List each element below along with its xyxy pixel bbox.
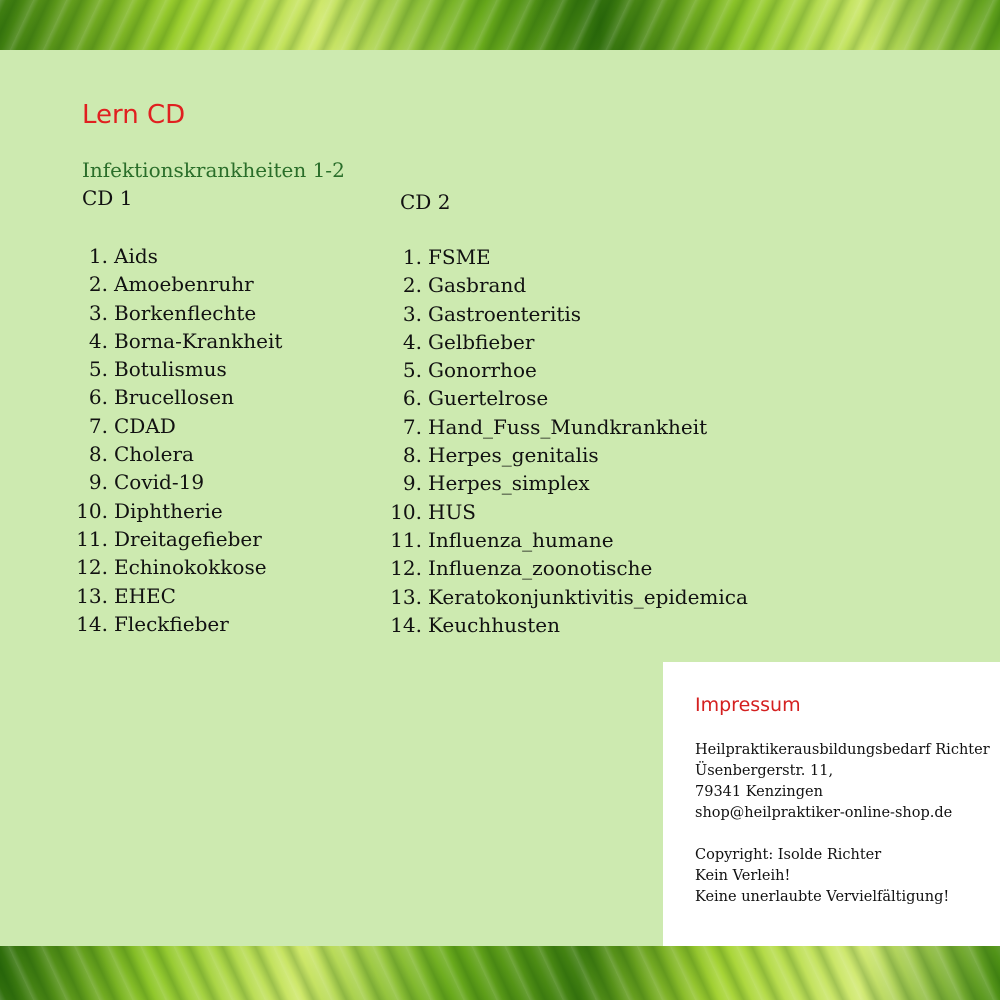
track-label: Keuchhusten	[428, 612, 560, 637]
track-label: FSME	[428, 245, 491, 269]
track-item	[76, 553, 282, 581]
track-label: Gasbrand	[428, 273, 527, 298]
impressum-city: 79341 Kenzingen	[695, 784, 823, 800]
track-number: 1.	[402, 245, 422, 269]
track-item	[390, 328, 748, 356]
track-item	[390, 243, 748, 271]
track-number: 5.	[88, 357, 108, 382]
track-item	[390, 384, 748, 412]
track-item	[390, 526, 748, 554]
track-number: 8.	[88, 442, 108, 467]
impressum-title: Impressum	[695, 694, 801, 716]
track-number: 13.	[390, 584, 422, 609]
track-item	[390, 300, 748, 328]
track-label: Diphtherie	[114, 498, 223, 523]
track-label: Gonorrhoe	[428, 358, 537, 383]
track-item	[76, 497, 282, 525]
page-subtitle: Infektionskrankheiten 1-2	[82, 158, 345, 182]
track-number: 7.	[88, 413, 108, 438]
impressum-box	[663, 662, 1000, 946]
track-number: 14.	[76, 611, 108, 636]
track-label: Borna-Krankheit	[114, 328, 283, 353]
track-item	[76, 355, 282, 383]
track-label: Fleckfieber	[114, 611, 229, 636]
track-number: 12.	[76, 555, 108, 580]
impressum-email: shop@heilpraktiker-online-shop.de	[695, 805, 953, 821]
bottom-banner-image	[0, 946, 1000, 1000]
track-number: 3.	[88, 300, 108, 325]
track-number: 10.	[76, 498, 108, 523]
track-item	[390, 271, 748, 299]
track-number: 8.	[402, 443, 422, 468]
track-label: Brucellosen	[114, 385, 234, 410]
track-number: 4.	[88, 328, 108, 353]
track-label: Herpes_simplex	[428, 471, 590, 496]
page-title: Lern CD	[82, 100, 186, 130]
track-number: 3.	[402, 301, 422, 326]
track-label: Cholera	[114, 442, 194, 467]
track-label: Covid-19	[114, 470, 205, 495]
track-number: 2.	[402, 273, 422, 298]
track-label: EHEC	[114, 583, 176, 608]
track-label: Keratokonjunktivitis_epidemica	[428, 584, 748, 609]
track-item	[76, 610, 282, 638]
track-number: 5.	[402, 358, 422, 383]
impressum-copyright: Copyright: Isolde Richter	[695, 847, 882, 863]
track-label: Amoebenruhr	[114, 272, 254, 297]
top-banner-image	[0, 0, 1000, 50]
track-item	[390, 441, 748, 469]
cd2-track-list	[390, 243, 748, 639]
track-item	[76, 383, 282, 411]
track-number: 13.	[76, 583, 108, 608]
track-number: 7.	[402, 414, 422, 439]
track-item	[390, 469, 748, 497]
track-label: Borkenflechte	[114, 300, 257, 325]
track-number: 2.	[88, 272, 108, 297]
track-item	[76, 582, 282, 610]
track-item	[390, 611, 748, 639]
track-item	[390, 413, 748, 441]
track-number: 14.	[390, 612, 422, 637]
cd1-track-list	[76, 242, 282, 638]
track-item	[76, 327, 282, 355]
track-item	[76, 468, 282, 496]
cd2-heading: CD 2	[400, 190, 451, 214]
track-number: 10.	[390, 499, 422, 524]
impressum-street: Üsenbergerstr. 11,	[695, 763, 834, 779]
track-label: Herpes_genitalis	[428, 443, 599, 468]
track-label: Gastroenteritis	[428, 301, 582, 326]
track-label: Influenza_zoonotische	[428, 556, 653, 581]
track-label: Dreitagefieber	[114, 526, 262, 551]
track-item	[390, 554, 748, 582]
track-number: 4.	[402, 329, 422, 354]
impressum-notice-2: Keine unerlaubte Vervielfältigung!	[695, 889, 950, 905]
track-label: Influenza_humane	[428, 527, 614, 552]
impressum-text	[695, 740, 990, 908]
impressum-company: Heilpraktikerausbildungsbedarf Richter	[695, 742, 990, 758]
impressum-notice-1: Kein Verleih!	[695, 868, 791, 884]
track-label: Botulismus	[114, 357, 227, 382]
track-number: 9.	[88, 470, 108, 495]
track-item	[390, 583, 748, 611]
track-item	[76, 299, 282, 327]
track-label: Gelbfieber	[428, 329, 535, 354]
track-number: 6.	[402, 386, 422, 411]
track-number: 1.	[88, 244, 108, 268]
track-label: HUS	[428, 499, 476, 524]
cd1-heading: CD 1	[82, 186, 133, 210]
track-item	[76, 525, 282, 553]
track-number: 12.	[390, 556, 422, 581]
track-label: Hand_Fuss_Mundkrankheit	[428, 414, 708, 439]
track-number: 11.	[390, 527, 422, 552]
track-number: 11.	[76, 526, 108, 551]
track-item	[390, 356, 748, 384]
track-label: CDAD	[114, 413, 176, 438]
track-item	[390, 498, 748, 526]
track-label: Guertelrose	[428, 386, 549, 411]
track-item	[76, 412, 282, 440]
track-item	[76, 270, 282, 298]
track-label: Echinokokkose	[114, 555, 267, 580]
track-item	[76, 242, 282, 270]
track-number: 6.	[88, 385, 108, 410]
track-label: Aids	[114, 244, 158, 268]
track-item	[76, 440, 282, 468]
track-number: 9.	[402, 471, 422, 496]
